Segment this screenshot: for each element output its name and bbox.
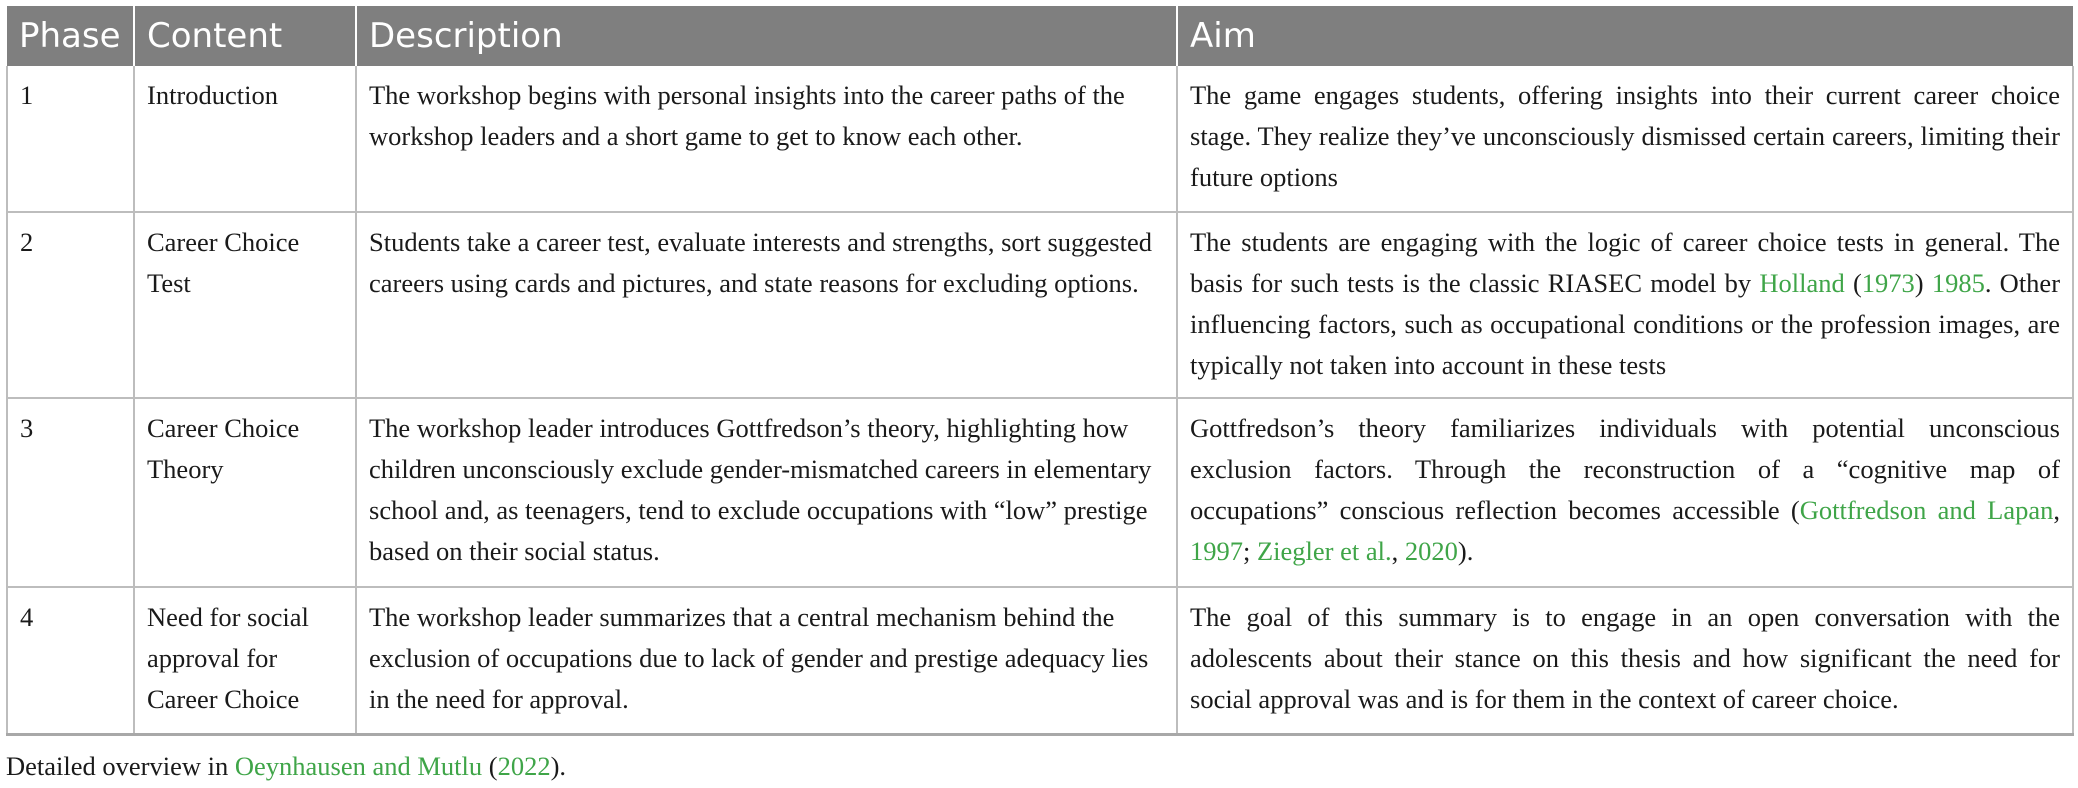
aim-text: ( (1844, 268, 1862, 298)
aim-text: , (1391, 536, 1405, 566)
citation-link-2020[interactable]: 2020 (1404, 536, 1458, 566)
citation-link-ziegler[interactable]: Ziegler et al. (1257, 536, 1392, 566)
citation-link-2022[interactable]: 2022 (497, 751, 551, 781)
aim-text: Gottfredson’s theory familiarizes individuals with potential unconscious exclusion factors. Through the reconstruction of a “cognitive map of occupations” conscious reflection becomes accessible ( (1190, 413, 2060, 525)
table-row (7, 212, 2073, 398)
aim-cell (1177, 398, 2073, 587)
header-content: Content (134, 6, 356, 66)
citation-link-1985[interactable]: 1985 (1931, 268, 1985, 298)
phase-cell: 1 (7, 66, 134, 212)
description-cell: The workshop begins with personal insights into the career paths of the workshop leaders and a short game to get to know each other. (356, 66, 1177, 212)
footnote-text: Detailed overview in (6, 751, 235, 781)
aim-text: ). (1457, 536, 1474, 566)
content-cell: Career Choice Test (134, 212, 356, 398)
phase-cell: 4 (7, 587, 134, 734)
footnote-text: ( (482, 751, 498, 781)
content-cell: Need for social approval for Career Choice (134, 587, 356, 734)
citation-link-1973[interactable]: 1973 (1861, 268, 1915, 298)
workshop-phases-table-container (6, 6, 2072, 736)
aim-text: ) (1914, 268, 1932, 298)
citation-link-gottfredson-lapan[interactable]: Gottfredson and Lapan (1799, 495, 2054, 525)
header-description: Description (356, 6, 1177, 66)
table-row (7, 66, 2073, 212)
description-cell: The workshop leader summarizes that a central mechanism behind the exclusion of occupations due to lack of gender and prestige adequacy lies in the need for approval. (356, 587, 1177, 734)
header-aim: Aim (1177, 6, 2073, 66)
citation-link-holland[interactable]: Holland (1759, 268, 1845, 298)
header-phase: Phase (7, 6, 134, 66)
description-cell: Students take a career test, evaluate interests and strengths, sort suggested careers using cards and pictures, and state reasons for excluding options. (356, 212, 1177, 398)
citation-link-1997[interactable]: 1997 (1190, 536, 1243, 566)
citation-link-oeynhausen-mutlu[interactable]: Oeynhausen and Mutlu (234, 751, 483, 781)
workshop-phases-table (6, 6, 2074, 736)
aim-text: , (2053, 495, 2060, 525)
table-row (7, 398, 2073, 587)
footnote-text: ). (550, 751, 567, 781)
aim-cell: The goal of this summary is to engage in an open conversation with the adolescents about their stance on this thesis and how significant the need for social approval was and is for them in the context of career choice. (1177, 587, 2073, 734)
aim-cell: The game engages students, offering insights into their current career choice stage. They realize they’ve unconsciously dismissed certain careers, limiting their future options (1177, 66, 2073, 212)
header-row (7, 6, 2073, 66)
content-cell: Introduction (134, 66, 356, 212)
table-row (7, 587, 2073, 734)
content-cell: Career Choice Theory (134, 398, 356, 587)
description-cell: The workshop leader introduces Gottfredson’s theory, highlighting how children unconsciously exclude gender-mismatched careers in elementary school and, as teenagers, tend to exclude occupations with “low” prestige based on their social status. (356, 398, 1177, 587)
aim-text: The students are engaging with the logic of career choice tests in general. The basis for such tests is the classic RIASEC model by (1190, 227, 2060, 298)
aim-text: ; (1243, 536, 1257, 566)
aim-text: . Other influencing factors, such as occupational conditions or the profession images, are typically not taken into account in these tests (1190, 268, 2061, 380)
phase-cell: 2 (7, 212, 134, 398)
phase-cell: 3 (7, 398, 134, 587)
table-footnote (6, 750, 566, 782)
aim-cell (1177, 212, 2073, 398)
